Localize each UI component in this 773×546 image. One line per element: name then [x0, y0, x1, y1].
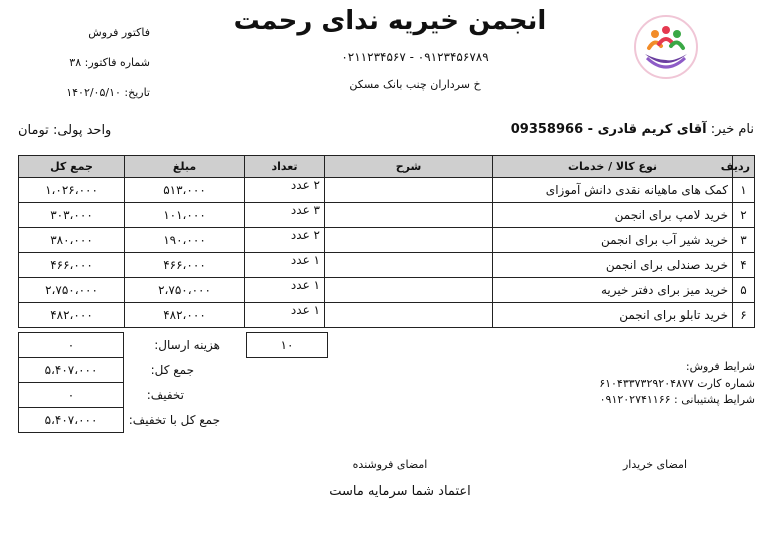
row-index: ۶ [733, 303, 755, 328]
row-total: ۳۰۳،۰۰۰ [19, 203, 125, 228]
invoice-type: فاکتور فروش [88, 26, 150, 39]
grand-total-value: ۵،۴۰۷،۰۰۰ [18, 407, 124, 433]
row-description [325, 253, 493, 278]
support-conditions: شرایط پشتیبانی : ۰۹۱۲۰۲۷۴۱۱۶۶ [599, 393, 755, 406]
row-item-name: کمک های ماهیانه نقدی دانش آموزای [493, 178, 733, 203]
row-total: ۴۶۶،۰۰۰ [19, 253, 125, 278]
donor-label: نام خیر: [710, 122, 754, 137]
grand-total-label: جمع کل با تخفیف: [128, 413, 220, 427]
table-row [19, 303, 755, 328]
address: خ سرداران چنب بانک مسکن [349, 78, 481, 91]
items-table [18, 155, 755, 328]
row-price: ۵۱۳،۰۰۰ [125, 178, 245, 203]
invoice-number: شماره فاکتور: ۳۸ [69, 56, 150, 69]
row-item-name: خرید شیر آب برای انجمن [493, 228, 733, 253]
row-total: ۲،۷۵۰،۰۰۰ [19, 278, 125, 303]
shipping-label: هزینه ارسال: [154, 338, 220, 352]
row-description [325, 203, 493, 228]
row-total: ۱،۰۲۶،۰۰۰ [19, 178, 125, 203]
sum-value: ۵،۴۰۷،۰۰۰ [18, 357, 124, 383]
donor-info [440, 122, 754, 137]
discount-label: تخفیف: [146, 388, 184, 402]
row-quantity: ۲ عدد [245, 228, 325, 253]
table-row [19, 203, 755, 228]
row-index: ۴ [733, 253, 755, 278]
seller-signature: امضای فروشنده [352, 458, 428, 471]
row-description [325, 303, 493, 328]
row-index: ۵ [733, 278, 755, 303]
row-price: ۴۸۲،۰۰۰ [125, 303, 245, 328]
phone-numbers: ۰۲۱۱۲۳۴۵۶۷ - ۰۹۱۲۳۴۵۶۷۸۹ [341, 50, 489, 64]
buyer-signature: امضای خریدار [622, 458, 688, 471]
row-item-name: خرید صندلی برای انجمن [493, 253, 733, 278]
row-index: ۱ [733, 178, 755, 203]
organization-title: انجمن خیریه ندای رحمت [233, 6, 547, 36]
row-quantity: ۳ عدد [245, 203, 325, 228]
header-quantity: تعداد [245, 156, 325, 178]
trust-slogan: اعتماد شما سرمایه ماست [329, 484, 471, 499]
row-item-name: خرید میز برای دفتر خیریه [493, 278, 733, 303]
row-description [325, 278, 493, 303]
row-index: ۲ [733, 203, 755, 228]
header-item-type: نوع کالا / خدمات [493, 156, 733, 178]
invoice-date: تاریخ: ۱۴۰۲/۰۵/۱۰ [66, 86, 150, 99]
discount-value: ۰ [18, 382, 124, 408]
row-total: ۳۸۰،۰۰۰ [19, 228, 125, 253]
sale-conditions-title: شرایط فروش: [685, 360, 755, 373]
row-price: ۱۰۱،۰۰۰ [125, 203, 245, 228]
row-description [325, 228, 493, 253]
table-row [19, 228, 755, 253]
row-quantity: ۱ عدد [245, 253, 325, 278]
table-row [19, 178, 755, 203]
row-description [325, 178, 493, 203]
currency-unit: واحد پولی: تومان [18, 123, 112, 138]
row-quantity: ۲ عدد [245, 178, 325, 203]
row-item-name: خرید لامپ برای انجمن [493, 203, 733, 228]
shipping-value: ۰ [18, 332, 124, 358]
row-price: ۲،۷۵۰،۰۰۰ [125, 278, 245, 303]
card-number: شماره کارت ۶۱۰۴۳۳۷۳۲۹۲۰۴۸۷۷ [599, 377, 755, 390]
header-price: مبلغ [125, 156, 245, 178]
header-total: جمع کل [19, 156, 125, 178]
row-price: ۴۶۶،۰۰۰ [125, 253, 245, 278]
charity-logo [633, 14, 699, 80]
row-price: ۱۹۰،۰۰۰ [125, 228, 245, 253]
row-item-name: خرید تابلو برای انجمن [493, 303, 733, 328]
row-quantity: ۱ عدد [245, 303, 325, 328]
quantity-total: ۱۰ [246, 332, 328, 358]
row-index: ۳ [733, 228, 755, 253]
table-row [19, 253, 755, 278]
donor-name: آقای کریم قادری - 09358966 [510, 122, 707, 137]
row-quantity: ۱ عدد [245, 278, 325, 303]
table-header-row [19, 156, 755, 178]
table-row [19, 278, 755, 303]
header-description: شرح [325, 156, 493, 178]
row-total: ۴۸۲،۰۰۰ [19, 303, 125, 328]
sum-label: جمع کل: [150, 363, 194, 377]
header-index: ردیف [733, 156, 755, 178]
